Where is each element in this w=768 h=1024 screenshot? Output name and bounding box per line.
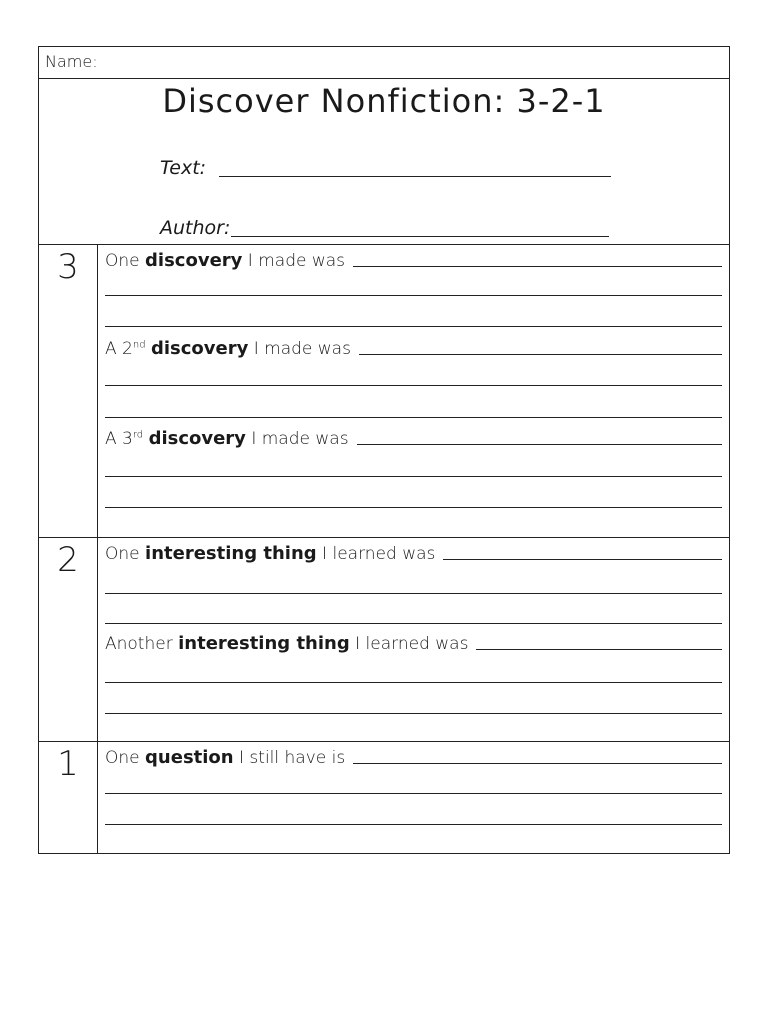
section-number: 1 <box>39 742 98 854</box>
title-block <box>39 79 729 245</box>
answer-line[interactable] <box>353 763 722 764</box>
prompt-text: A 3rd discovery I made was <box>105 428 349 449</box>
text-label: Text: <box>160 157 207 179</box>
answer-line[interactable] <box>105 682 722 683</box>
author-label: Author: <box>160 217 231 239</box>
section-2 <box>39 538 729 742</box>
prompt-text: A 2nd discovery I made was <box>105 338 351 359</box>
prompt-row[interactable] <box>105 333 722 359</box>
prompt-text: One interesting thing I learned was <box>105 543 436 564</box>
answer-line[interactable] <box>105 295 722 296</box>
answer-line[interactable] <box>105 793 722 794</box>
page-title: Discover Nonfiction: 3-2-1 <box>162 82 606 120</box>
prompt-text: One discovery I made was <box>105 250 346 271</box>
section-content <box>98 245 729 537</box>
text-field-line[interactable] <box>219 176 611 177</box>
answer-line[interactable] <box>105 593 722 594</box>
worksheet <box>38 46 730 854</box>
answer-line[interactable] <box>353 266 722 267</box>
answer-line[interactable] <box>105 417 722 418</box>
prompt-row[interactable] <box>105 245 722 271</box>
author-field-line[interactable] <box>231 236 609 237</box>
section-3 <box>39 245 729 538</box>
prompt-row[interactable] <box>105 628 722 654</box>
answer-line[interactable] <box>443 559 722 560</box>
prompt-row[interactable] <box>105 538 722 564</box>
prompt-text: One question I still have is <box>105 747 346 768</box>
prompt-row[interactable] <box>105 742 722 768</box>
answer-line[interactable] <box>476 649 722 650</box>
answer-line[interactable] <box>105 507 722 508</box>
name-row[interactable] <box>39 47 729 79</box>
answer-line[interactable] <box>105 713 722 714</box>
section-number: 2 <box>39 538 98 741</box>
answer-line[interactable] <box>105 476 722 477</box>
prompt-text: Another interesting thing I learned was <box>105 633 469 654</box>
answer-line[interactable] <box>359 354 722 355</box>
answer-line[interactable] <box>105 824 722 825</box>
answer-line[interactable] <box>105 623 722 624</box>
answer-line[interactable] <box>105 326 722 327</box>
section-1 <box>39 742 729 854</box>
section-content <box>98 742 729 854</box>
section-number: 3 <box>39 245 98 537</box>
name-label: Name: <box>45 52 98 71</box>
answer-line[interactable] <box>105 385 722 386</box>
answer-line[interactable] <box>357 444 722 445</box>
section-content <box>98 538 729 741</box>
prompt-row[interactable] <box>105 423 722 449</box>
